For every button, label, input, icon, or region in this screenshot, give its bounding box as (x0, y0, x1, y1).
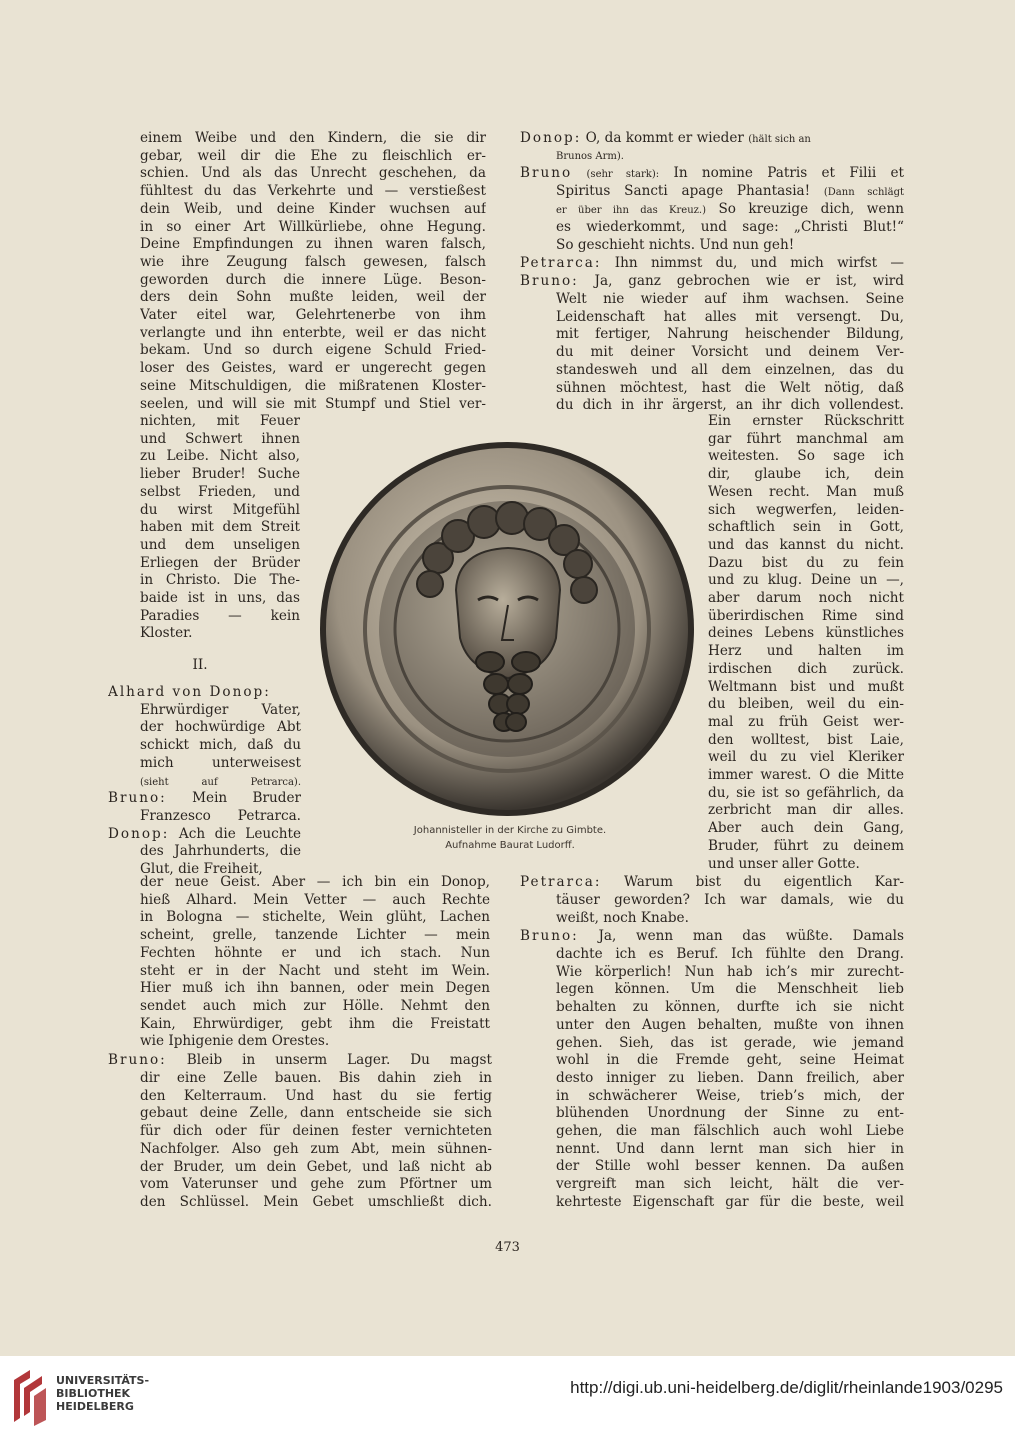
text-line: gebaut deine Zelle, dann entscheide sie sich (140, 1105, 492, 1122)
text-line: weißt, noch Knabe. (556, 909, 689, 926)
text-line: weitesten. So sage ich (708, 448, 904, 465)
speaker-name: Donop: (108, 825, 170, 842)
text-line: zu Leibe. Nicht also, (140, 448, 300, 465)
page-number: 473 (495, 1240, 520, 1255)
text-line: du bleiben, weil du ein- (708, 696, 904, 713)
dialogue-line (140, 737, 301, 755)
text-line: gehen, die man fälschlich auch wohl Liebe (556, 1123, 904, 1139)
text-line: und dem unseligen (140, 536, 300, 553)
text-line: desto inniger zu lieben. Dann freilich, aber (556, 1069, 904, 1086)
dialogue-line (108, 684, 301, 702)
text-line: wie Iphigenie dem Orestes. (140, 1033, 330, 1050)
image-caption-line2: Aufnahme Baurat Ludorff. (445, 840, 575, 851)
right-bruno2-line: Bruno: Ja, ganz gebrochen wie er ist, wird (520, 273, 904, 289)
text-line: und das kannst du nicht. (708, 536, 904, 553)
speech-text: Ach die Leuchte (178, 825, 301, 842)
right-bruno-line3: er über ihn das Kreuz.) So kreuzige dich, wenn (556, 201, 904, 217)
text-line: in schwächerer Weise, trieb’s mich, der (556, 1087, 904, 1104)
speech-text: Glut, die Freiheit, (140, 861, 263, 877)
text-line: legen können. Um die Menschheit lieb (556, 981, 904, 998)
text-line: baide ist in uns, das (140, 590, 300, 606)
text-line: Erliegen der Brüder (140, 554, 300, 571)
johannisteller-image (318, 440, 696, 818)
section-numeral: II. (192, 657, 208, 673)
right-donop-line: Donop: O, da kommt er wieder (hält sich an (520, 130, 811, 146)
text-line: und Schwert ihnen (140, 430, 300, 447)
text-line: weil du zu viel Kleriker (708, 749, 904, 766)
footer-bar (0, 1356, 1015, 1438)
text-line: aber darum noch nicht (708, 590, 904, 606)
text-line: deines Lebens künstliches (708, 625, 904, 642)
dialogue-line (140, 773, 301, 792)
text-line: mit fertiger, Nahrung heischender Bildung, (556, 326, 904, 343)
text-line: in Christo. Die The- (140, 572, 300, 589)
text-line: dachte ich es Beruf. Ich fühlte den Drang. (556, 946, 904, 962)
dialogue-line (108, 826, 301, 844)
source-url[interactable]: http://digi.ub.uni-heidelberg.de/diglit/rheinlande1903/0295 (570, 1378, 1003, 1397)
text-line: haben mit dem Streit (140, 519, 300, 536)
speech-text: (sieht auf Petrarca). (140, 776, 301, 788)
text-line: du dich in ihr ärgerst, an ihr dich vollendest. (556, 397, 904, 414)
library-name: UNIVERSITÄTS- BIBLIOTHEK HEIDELBERG (56, 1374, 150, 1413)
text-line: vom Vaterunser und gehe zum Pförtner um (140, 1176, 492, 1193)
speech-text: Ehrwürdiger Vater, (140, 701, 301, 718)
right-bruno-line4: es wiederkommt, und sage: „Christi Blut!“ (556, 219, 904, 235)
text-line: du, sie ist so gefährlich, da (708, 784, 904, 801)
text-line: Wesen recht. Man muß (708, 483, 904, 500)
dialogue-line (140, 719, 301, 737)
text-line: sendet auch mich zur Hölle. Nehmt den (140, 997, 490, 1014)
dialogue-line (140, 702, 301, 720)
text-line: Hier muß ich ihn bannen, oder mein Degen (140, 980, 490, 997)
text-line: Aber auch dein Gang, (708, 820, 904, 837)
text-line: Wie körperlich! Nun hab ich’s mir zurecht- (556, 963, 904, 980)
text-line: sühnen möchtest, hast die Welt nötig, daß (556, 379, 904, 396)
text-line: selbst Frieden, und (140, 483, 300, 500)
dialogue-line (108, 790, 301, 808)
text-line: schaftlich sein in Gott, (708, 519, 904, 536)
text-line: dein Weib, und deine Kinder wuchsen auf (140, 200, 486, 217)
image-caption-line1: Johannisteller in der Kirche zu Gimbte. (413, 825, 607, 836)
text-line: und unser aller Gotte. (708, 855, 860, 872)
speech-text: mich unterweisest (140, 754, 301, 771)
text-line: den Schlüssel. Mein Gebet umschließt dich. (140, 1193, 492, 1210)
text-line: nennt. Und dann lernt man sich hier in (556, 1140, 904, 1157)
text-line: und zu klug. Deine un —, (708, 572, 904, 589)
text-line: Paradies — kein (140, 607, 300, 624)
text-line: wohl in die Fremde geht, seine Heimat (556, 1052, 904, 1069)
text-line: verlangte und ihn enterbte, weil er das nicht (140, 324, 486, 341)
text-line: Leidenschaft hat alles mit versengt. Du, (556, 308, 904, 325)
text-line: seelen, und will sie mit Stumpf und Stiel ver- (140, 395, 486, 412)
dialogue-line (140, 808, 301, 826)
speech-text: des Jahrhunderts, die (140, 843, 301, 860)
text-line: den Kelterraum. Und hast du sie fertig (140, 1087, 492, 1104)
text-line: nichten, mit Feuer (140, 413, 300, 429)
text-line: sich wegwerfen, leiden- (708, 501, 904, 518)
text-line: Ein ernster Rückschritt (708, 413, 904, 429)
text-line: scheint, grelle, tanzende Lichter — mein (140, 927, 490, 944)
text-line: blühenden Unordnung der Sinne zu ent- (556, 1105, 904, 1122)
dialogue-line (140, 755, 301, 773)
right-bruno-line2: Spiritus Sancti apage Phantasia! (Dann schlägt (556, 183, 904, 199)
text-line: kehrteste Eigenschaft gar für die beste, weil (556, 1193, 904, 1210)
text-line: hieß Alhard. Mein Vetter — auch Rechte (140, 891, 490, 908)
right-bruno3-line: Bruno: Ja, wenn man das wüßte. Damals (520, 928, 904, 944)
text-line: du mit deiner Vorsicht und deinem Ver- (556, 344, 904, 361)
text-line: vergreift man sich leicht, hält die ver- (556, 1176, 904, 1193)
text-line: Vater eitel war, Gelehrtenerbe von ihm (140, 307, 486, 323)
text-line: behalten zu können, durfte ich sie nicht (556, 999, 904, 1016)
text-line: den wolltest, bist Laie, (708, 731, 904, 748)
speaker-name: Alhard von Donop: (108, 684, 271, 700)
text-line: dir eine Zelle bauen. Bis dahin zieh in (140, 1070, 492, 1086)
text-line: dir, glaube ich, dein (708, 466, 904, 483)
speech-text: Mein Bruder (192, 790, 301, 807)
left-bruno-first-line: Bruno: Bleib in unserm Lager. Du magst (108, 1052, 492, 1068)
speaker-name: Bruno: (108, 790, 167, 807)
text-line: einem Weibe und den Kindern, die sie dir (140, 130, 486, 146)
text-line: Welt nie wieder auf ihm wachsen. Seine (556, 291, 904, 307)
text-line: Deine Empfindungen zu ihnen waren falsch, (140, 236, 486, 253)
text-line: Kloster. (140, 625, 193, 642)
text-line: unter den Augen behalten, mußte von ihnen (556, 1016, 904, 1033)
speech-text: Franzesco Petrarca. (140, 807, 301, 824)
text-line: überirdischen Rime sind (708, 607, 904, 624)
right-donop-stage: Brunos Arm). (556, 151, 624, 162)
text-line: gar führt manchmal am (708, 430, 904, 447)
text-line: geworden durch die innere Lüge. Beson- (140, 271, 486, 288)
text-line: Weltmann bist und mußt (708, 678, 904, 695)
text-line: Dazu bist du zu fein (708, 554, 904, 571)
text-line: du wirst Mitgefühl (140, 501, 300, 518)
text-line: Kain, Ehrwürdiger, gebt ihm die Freistatt (140, 1015, 490, 1032)
text-line: schien. Und als das Unrecht geschehen, da (140, 165, 486, 182)
text-line: standesweh und all dem einzelnen, das du (556, 361, 904, 378)
text-line: irdischen dich zurück. (708, 660, 904, 677)
text-line: mal zu früh Geist wer- (708, 713, 904, 730)
library-logo-icon (8, 1368, 48, 1426)
text-line: der Bruder, um dein Gebet, und laß nicht ab (140, 1158, 492, 1175)
text-line: der neue Geist. Aber — ich bin ein Donop, (140, 874, 490, 890)
text-line: loser des Geistes, ward er ungerecht gegen (140, 360, 486, 377)
text-line: lieber Bruder! Suche (140, 466, 300, 483)
right-petrarca-line: Petrarca: Ihn nimmst du, und mich wirfst — (520, 255, 904, 271)
right-bruno-line5: So geschieht nichts. Und nun geh! (556, 237, 795, 253)
text-line: seine Mitschuldigen, die mißratenen Kloster- (140, 377, 486, 394)
text-line: steht er in der Nacht und steht im Wein. (140, 962, 490, 979)
text-line: für dich oder für deinen fester vernichteten (140, 1123, 492, 1140)
text-line: ders dein Sohn mußte leiden, weil der (140, 289, 486, 306)
text-line: zerbricht man dir alles. (708, 802, 904, 819)
text-line: fühltest du das Verkehrte und — verstießest (140, 183, 486, 200)
text-line: gebar, weil dir die Ehe zu fleischlich er- (140, 147, 486, 164)
text-line: in so einer Art Willkürliebe, ohne Hegung. (140, 218, 486, 235)
text-line: Fechten höhnte er und ich stach. Nun (140, 944, 490, 961)
text-line: in Bologna — stichelte, Wein glüht, Lachen (140, 909, 490, 926)
speech-text: der hochwürdige Abt (140, 719, 301, 736)
text-line: Bruder, führt zu deinem (708, 837, 904, 854)
text-line: bekam. Und so durch eigene Schuld Fried- (140, 342, 486, 359)
dialogue-line (140, 843, 301, 861)
text-line: täuser geworden? Ich war damals, wie du (556, 892, 904, 908)
text-line: Nachfolger. Also geh zum Abt, mein sühnen- (140, 1140, 492, 1157)
speech-text: schickt mich, daß du (140, 737, 301, 754)
right-bruno-line1: Bruno (sehr stark): In nomine Patris et Filii et (520, 165, 904, 181)
text-line: gehen. Sieh, das ist gerade, wie jemand (556, 1034, 904, 1051)
text-line: Herz und halten im (708, 643, 904, 660)
text-line: der Stille wohl besser kennen. Da außen (556, 1158, 904, 1175)
right-petrarca2-line: Petrarca: Warum bist du eigentlich Kar- (520, 874, 904, 890)
text-line: immer warest. O die Mitte (708, 767, 904, 783)
text-line: wie ihre Zeugung falsch gewesen, falsch (140, 253, 486, 270)
